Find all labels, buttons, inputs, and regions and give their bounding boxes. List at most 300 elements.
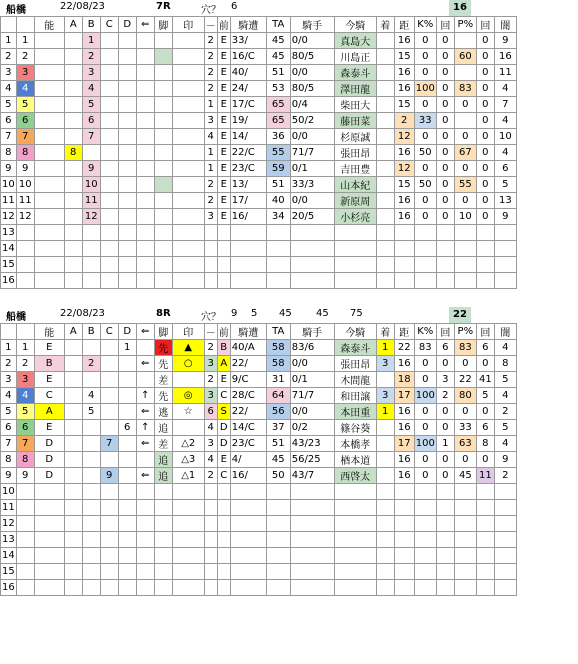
cell-arrow	[136, 49, 154, 65]
cell-distance: 12	[394, 161, 414, 177]
cell-count1: 0	[436, 452, 454, 468]
cell-p-pct	[454, 273, 476, 289]
cell-gate	[16, 516, 34, 532]
header-d1: 9	[231, 308, 238, 319]
column-header: B	[82, 17, 100, 33]
cell-dash: 2	[204, 468, 217, 484]
cell-p-pct: 0	[454, 161, 476, 177]
column-header: －	[204, 17, 217, 33]
cell-front: E	[217, 161, 230, 177]
column-header: 能	[34, 17, 64, 33]
cell-running-style	[154, 564, 172, 580]
cell-mark	[172, 500, 204, 516]
cell-p-pct: 45	[454, 468, 476, 484]
cell-gate: 9	[16, 468, 34, 484]
cell-k-pct: 0	[414, 193, 436, 209]
cell-running-style	[154, 145, 172, 161]
cell-distance: 16	[394, 65, 414, 81]
cell-gate: 7	[16, 129, 34, 145]
cell-p-pct: 80	[454, 388, 476, 404]
cell-dash: 1	[204, 97, 217, 113]
cell-k-pct: 0	[414, 356, 436, 372]
cell-ta	[266, 532, 290, 548]
cell-col-c	[100, 404, 118, 420]
cell-count1: 0	[436, 177, 454, 193]
cell-finish	[376, 436, 394, 452]
cell-col-b	[82, 564, 100, 580]
cell-jockey-record: 14/	[230, 129, 266, 145]
cell-col-a	[64, 516, 82, 532]
cell-finish	[376, 49, 394, 65]
cell-mark	[172, 225, 204, 241]
cell-col-c	[100, 356, 118, 372]
cell-count2: 0	[476, 113, 494, 129]
cell-col-b	[82, 340, 100, 356]
cell-count1	[436, 548, 454, 564]
cell-count2: 0	[476, 129, 494, 145]
cell-col-c	[100, 97, 118, 113]
cell-count1: 0	[436, 65, 454, 81]
cell-distance	[394, 273, 414, 289]
header-d2: 5	[251, 308, 258, 319]
cell-col-c	[100, 532, 118, 548]
cell-k-pct: 100	[414, 436, 436, 452]
cell-p-pct: 0	[454, 129, 476, 145]
cell-jockey	[290, 241, 334, 257]
cell-front: E	[217, 113, 230, 129]
cell-col-d	[118, 452, 136, 468]
cell-col-d	[118, 356, 136, 372]
cell-arrow	[136, 241, 154, 257]
cell-col-b	[82, 225, 100, 241]
cell-arrow: ⇐	[136, 436, 154, 452]
cell-ta: 31	[266, 372, 290, 388]
cell-dark: 2	[494, 468, 516, 484]
cell-arrow	[136, 257, 154, 273]
cell-ta	[266, 225, 290, 241]
cell-finish	[376, 225, 394, 241]
cell-col-b: 6	[82, 113, 100, 129]
table-row	[1, 177, 517, 193]
cell-p-pct	[454, 484, 476, 500]
cell-count1	[436, 516, 454, 532]
cell-col-c	[100, 257, 118, 273]
cell-dash: 3	[204, 436, 217, 452]
cell-p-pct: 63	[454, 436, 476, 452]
cell-current-jockey: 森泰斗	[334, 340, 376, 356]
cell-distance: 15	[394, 49, 414, 65]
cell-p-pct: 67	[454, 145, 476, 161]
cell-mark: △1	[172, 468, 204, 484]
cell-col-d	[118, 404, 136, 420]
cell-jockey	[290, 500, 334, 516]
cell-mark	[172, 372, 204, 388]
header-dist: 22	[449, 307, 471, 323]
cell-front: E	[217, 177, 230, 193]
cell-arrow	[136, 225, 154, 241]
cell-front: E	[217, 129, 230, 145]
cell-ability	[34, 145, 64, 161]
cell-running-style	[154, 65, 172, 81]
header-ex1: 45	[279, 308, 292, 319]
cell-arrow	[136, 113, 154, 129]
cell-k-pct: 0	[414, 65, 436, 81]
cell-ability: D	[34, 452, 64, 468]
cell-jockey: 20/5	[290, 209, 334, 225]
cell-col-a: 8	[64, 145, 82, 161]
cell-current-jockey	[334, 257, 376, 273]
cell-col-a	[64, 548, 82, 564]
cell-col-d	[118, 532, 136, 548]
cell-p-pct	[454, 113, 476, 129]
cell-col-b: 2	[82, 49, 100, 65]
cell-ta	[266, 500, 290, 516]
cell-count1: 0	[436, 161, 454, 177]
cell-col-c	[100, 145, 118, 161]
cell-horse-number: 10	[1, 484, 17, 500]
cell-gate	[16, 548, 34, 564]
table-row	[1, 468, 517, 484]
cell-dark: 10	[494, 129, 516, 145]
cell-horse-number: 6	[1, 113, 17, 129]
cell-mark	[172, 129, 204, 145]
cell-count2	[476, 564, 494, 580]
cell-horse-number: 3	[1, 372, 17, 388]
cell-p-pct: 0	[454, 404, 476, 420]
cell-col-d	[118, 241, 136, 257]
table-row	[1, 161, 517, 177]
cell-jockey-record: 17/C	[230, 97, 266, 113]
cell-count1: 0	[436, 49, 454, 65]
column-header: TA	[266, 17, 290, 33]
cell-dash: 6	[204, 404, 217, 420]
cell-col-a	[64, 340, 82, 356]
cell-k-pct: 0	[414, 468, 436, 484]
column-header: 回	[476, 324, 494, 340]
cell-col-c	[100, 209, 118, 225]
cell-dark: 4	[494, 340, 516, 356]
cell-jockey-record: 23/C	[230, 161, 266, 177]
cell-horse-number: 5	[1, 404, 17, 420]
cell-count1: 0	[436, 81, 454, 97]
cell-jockey: 0/0	[290, 193, 334, 209]
cell-dash	[204, 257, 217, 273]
cell-dash	[204, 548, 217, 564]
cell-distance: 16	[394, 356, 414, 372]
cell-ability	[34, 484, 64, 500]
table-row	[1, 580, 517, 596]
cell-front: D	[217, 436, 230, 452]
cell-finish	[376, 532, 394, 548]
cell-mark	[172, 49, 204, 65]
cell-running-style	[154, 484, 172, 500]
cell-count2: 0	[476, 452, 494, 468]
cell-jockey-record: 16/	[230, 468, 266, 484]
cell-running-style	[154, 257, 172, 273]
cell-jockey: 0/4	[290, 97, 334, 113]
cell-ta	[266, 241, 290, 257]
cell-distance: 16	[394, 420, 414, 436]
column-header: ⇐	[136, 17, 154, 33]
cell-dash: 2	[204, 372, 217, 388]
cell-gate: 4	[16, 388, 34, 404]
cell-col-b	[82, 500, 100, 516]
cell-col-c	[100, 500, 118, 516]
cell-count2	[476, 532, 494, 548]
cell-mark	[172, 81, 204, 97]
cell-col-a	[64, 564, 82, 580]
cell-k-pct: 0	[414, 452, 436, 468]
cell-ta: 65	[266, 97, 290, 113]
cell-col-a	[64, 33, 82, 49]
cell-arrow	[136, 81, 154, 97]
cell-col-d	[118, 516, 136, 532]
cell-jockey-record: 23/C	[230, 436, 266, 452]
cell-dark	[494, 241, 516, 257]
header-race: 7R	[156, 1, 171, 12]
cell-k-pct: 0	[414, 420, 436, 436]
table-row	[1, 372, 517, 388]
cell-col-d	[118, 113, 136, 129]
cell-col-a	[64, 388, 82, 404]
cell-distance: 16	[394, 468, 414, 484]
cell-col-b: 7	[82, 129, 100, 145]
cell-front: E	[217, 65, 230, 81]
cell-ta: 56	[266, 404, 290, 420]
cell-col-b: 4	[82, 388, 100, 404]
cell-p-pct: 0	[454, 452, 476, 468]
cell-horse-number: 8	[1, 145, 17, 161]
cell-dark: 11	[494, 65, 516, 81]
cell-current-jockey: 本田重	[334, 404, 376, 420]
cell-count2: 0	[476, 404, 494, 420]
cell-distance	[394, 564, 414, 580]
cell-running-style	[154, 193, 172, 209]
cell-col-a	[64, 452, 82, 468]
column-header: 印	[172, 17, 204, 33]
cell-dark: 4	[494, 436, 516, 452]
cell-p-pct	[454, 548, 476, 564]
cell-arrow	[136, 209, 154, 225]
cell-col-b	[82, 548, 100, 564]
cell-current-jockey	[334, 484, 376, 500]
cell-horse-number: 4	[1, 388, 17, 404]
cell-jockey: 71/7	[290, 145, 334, 161]
cell-k-pct: 100	[414, 81, 436, 97]
cell-count2	[476, 548, 494, 564]
cell-col-c	[100, 241, 118, 257]
column-header	[1, 324, 17, 340]
column-header: 前	[217, 324, 230, 340]
cell-col-b	[82, 257, 100, 273]
cell-distance: 16	[394, 33, 414, 49]
race-table	[0, 16, 517, 289]
cell-col-b	[82, 580, 100, 596]
cell-front: E	[217, 97, 230, 113]
cell-p-pct: 33	[454, 420, 476, 436]
cell-gate	[16, 532, 34, 548]
cell-dark: 4	[494, 145, 516, 161]
cell-distance	[394, 484, 414, 500]
column-header	[16, 17, 34, 33]
cell-count1	[436, 484, 454, 500]
cell-ta	[266, 273, 290, 289]
cell-count1: 0	[436, 33, 454, 49]
cell-col-b: 4	[82, 81, 100, 97]
cell-dark	[494, 580, 516, 596]
cell-ta: 50	[266, 468, 290, 484]
table-row	[1, 49, 517, 65]
cell-dark	[494, 564, 516, 580]
cell-finish	[376, 564, 394, 580]
cell-gate	[16, 273, 34, 289]
cell-jockey-record: 22/	[230, 404, 266, 420]
cell-count1: 6	[436, 340, 454, 356]
cell-col-d	[118, 388, 136, 404]
cell-mark	[172, 33, 204, 49]
cell-p-pct: 83	[454, 81, 476, 97]
race-header	[0, 0, 578, 16]
cell-horse-number: 1	[1, 33, 17, 49]
cell-count2: 0	[476, 49, 494, 65]
cell-current-jockey: 吉田豊	[334, 161, 376, 177]
cell-finish: 1	[376, 340, 394, 356]
cell-front: E	[217, 452, 230, 468]
column-header: 騎手	[290, 324, 334, 340]
cell-col-a	[64, 113, 82, 129]
cell-col-c	[100, 548, 118, 564]
cell-horse-number: 11	[1, 193, 17, 209]
cell-finish	[376, 177, 394, 193]
cell-p-pct	[454, 516, 476, 532]
header-venue: 船橋	[6, 5, 26, 16]
cell-col-d: 1	[118, 340, 136, 356]
cell-gate: 12	[16, 209, 34, 225]
cell-front: B	[217, 340, 230, 356]
cell-col-c	[100, 129, 118, 145]
cell-current-jockey: 藤田菜	[334, 113, 376, 129]
column-header: D	[118, 324, 136, 340]
cell-jockey-record: 40/A	[230, 340, 266, 356]
race-header	[0, 307, 578, 323]
cell-dark: 5	[494, 420, 516, 436]
cell-ability	[34, 49, 64, 65]
cell-distance	[394, 241, 414, 257]
table-row	[1, 225, 517, 241]
cell-front: E	[217, 33, 230, 49]
cell-finish	[376, 372, 394, 388]
cell-gate	[16, 257, 34, 273]
cell-horse-number: 16	[1, 273, 17, 289]
cell-col-c	[100, 65, 118, 81]
cell-arrow: ↑	[136, 420, 154, 436]
cell-current-jockey: 小杉亮	[334, 209, 376, 225]
column-header: 距	[394, 17, 414, 33]
cell-distance: 17	[394, 388, 414, 404]
cell-horse-number: 2	[1, 49, 17, 65]
cell-distance: 16	[394, 193, 414, 209]
cell-col-c	[100, 564, 118, 580]
cell-col-c	[100, 452, 118, 468]
cell-current-jockey: 新原周	[334, 193, 376, 209]
cell-jockey: 33/3	[290, 177, 334, 193]
cell-jockey-record: 16/	[230, 209, 266, 225]
cell-mark	[172, 161, 204, 177]
cell-current-jockey: 澤田龍	[334, 81, 376, 97]
cell-arrow	[136, 580, 154, 596]
cell-col-b: 5	[82, 97, 100, 113]
cell-jockey-record: 14/C	[230, 420, 266, 436]
cell-ability	[34, 97, 64, 113]
cell-distance: 16	[394, 452, 414, 468]
cell-gate: 1	[16, 340, 34, 356]
cell-dark: 13	[494, 193, 516, 209]
cell-count2	[476, 516, 494, 532]
cell-ability: E	[34, 340, 64, 356]
cell-dash: 4	[204, 129, 217, 145]
cell-dash: 2	[204, 65, 217, 81]
cell-current-jockey	[334, 548, 376, 564]
cell-count1	[436, 225, 454, 241]
cell-horse-number: 2	[1, 356, 17, 372]
cell-jockey: 50/2	[290, 113, 334, 129]
cell-col-d	[118, 484, 136, 500]
cell-mark	[172, 548, 204, 564]
cell-col-d	[118, 273, 136, 289]
header-date: 22/08/23	[60, 1, 105, 12]
column-header: 脚	[154, 17, 172, 33]
cell-col-d	[118, 33, 136, 49]
cell-col-d	[118, 580, 136, 596]
cell-ta: 51	[266, 65, 290, 81]
cell-count2: 0	[476, 161, 494, 177]
cell-arrow	[136, 516, 154, 532]
cell-ability	[34, 193, 64, 209]
cell-dark: 4	[494, 81, 516, 97]
cell-horse-number: 14	[1, 241, 17, 257]
cell-p-pct	[454, 225, 476, 241]
cell-col-a	[64, 372, 82, 388]
cell-col-c	[100, 161, 118, 177]
cell-count2: 0	[476, 356, 494, 372]
cell-col-d	[118, 436, 136, 452]
cell-finish	[376, 209, 394, 225]
cell-finish	[376, 193, 394, 209]
cell-col-d	[118, 81, 136, 97]
cell-gate: 7	[16, 436, 34, 452]
cell-current-jockey: 和田譲	[334, 388, 376, 404]
cell-finish	[376, 65, 394, 81]
column-header: 印	[172, 324, 204, 340]
cell-ability	[34, 209, 64, 225]
cell-horse-number: 16	[1, 580, 17, 596]
cell-col-c	[100, 516, 118, 532]
cell-count2	[476, 225, 494, 241]
cell-arrow	[136, 273, 154, 289]
table-row	[1, 257, 517, 273]
column-header: 前	[217, 17, 230, 33]
cell-count1: 0	[436, 113, 454, 129]
cell-jockey	[290, 257, 334, 273]
cell-count2: 0	[476, 81, 494, 97]
cell-ability: E	[34, 372, 64, 388]
cell-running-style: 差	[154, 372, 172, 388]
cell-ability: D	[34, 468, 64, 484]
table-row	[1, 420, 517, 436]
cell-col-a	[64, 468, 82, 484]
cell-finish: 3	[376, 388, 394, 404]
table-row	[1, 436, 517, 452]
